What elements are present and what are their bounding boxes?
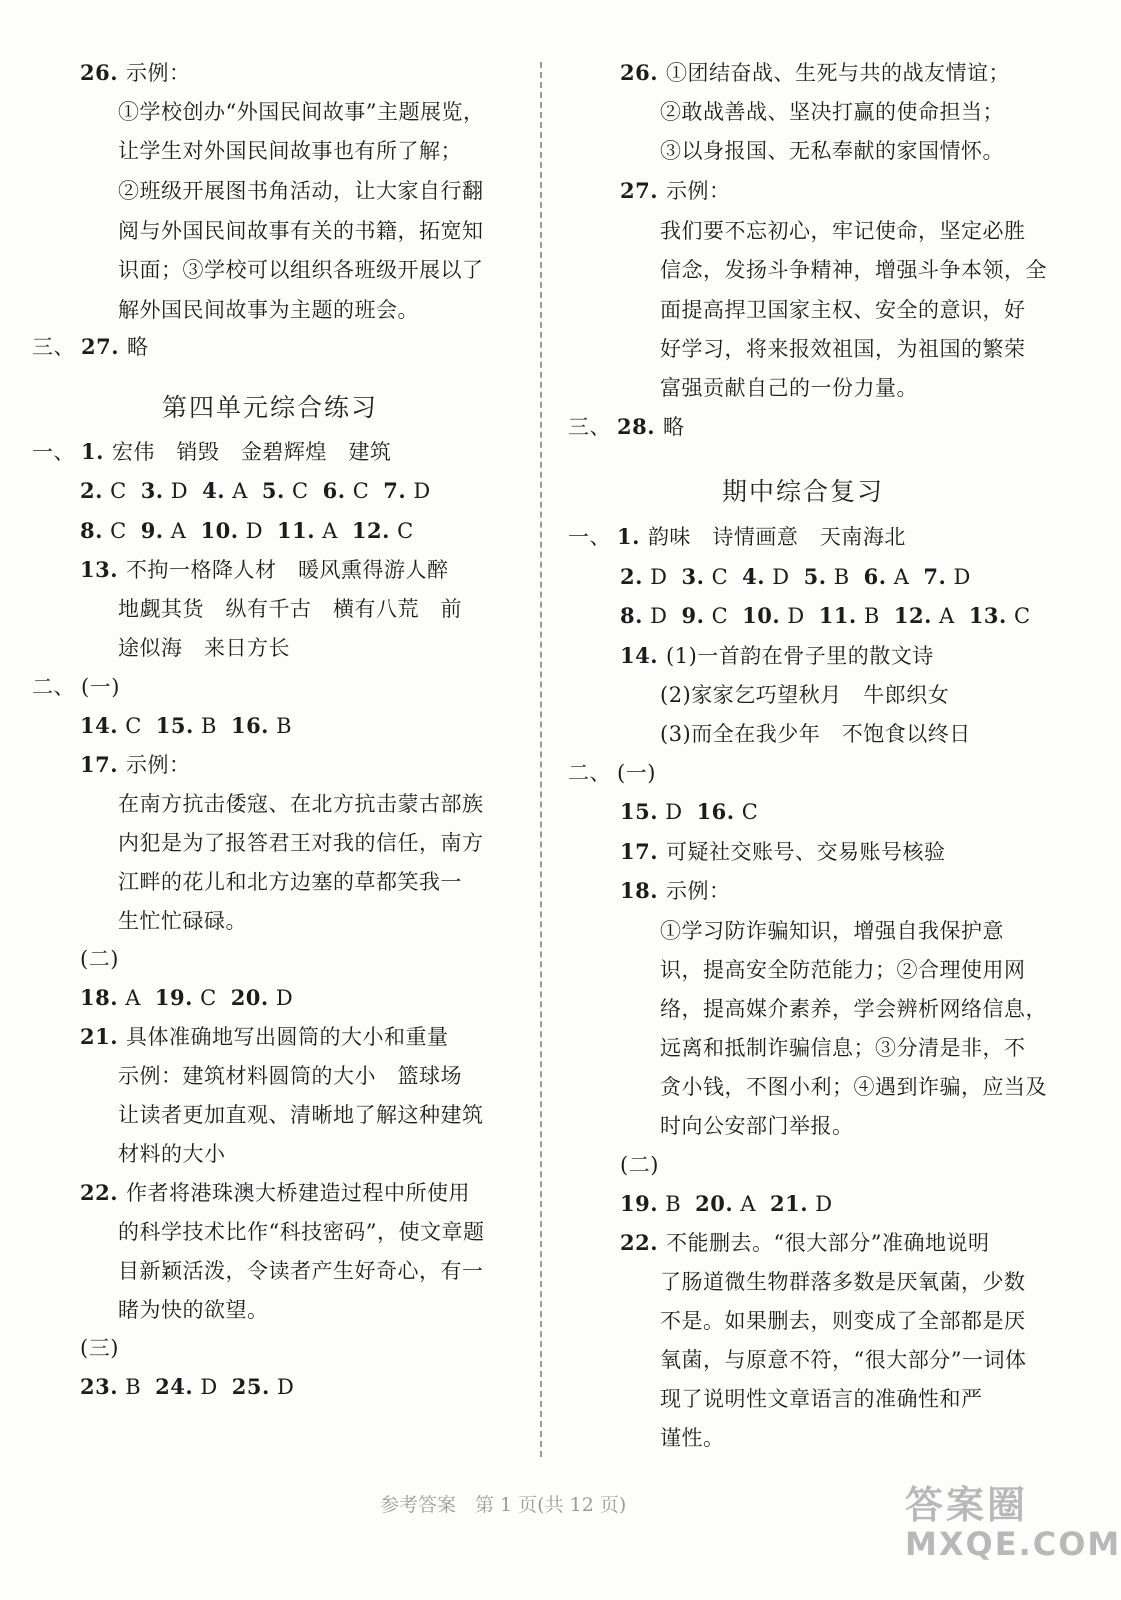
choice-answer: 21. D	[770, 1191, 833, 1216]
answer-text: 韵味 诗情画意 天南海北	[647, 525, 906, 549]
page-footer: 参考答案 第 1 页(共 12 页)	[380, 1494, 627, 1516]
answer-text: 不是。如果删去，则变成了全部都是厌	[660, 1309, 1026, 1333]
choice-answer: 7. D	[923, 564, 971, 589]
choice-answer: 11. A	[277, 518, 338, 543]
question-number: 13.	[80, 557, 119, 582]
answer-line	[660, 373, 918, 403]
question-number: 26.	[80, 60, 119, 85]
choice-answer: 2. D	[620, 564, 668, 589]
section-marker: 一、	[32, 440, 75, 464]
choice-answer: 19. C	[154, 985, 217, 1010]
unit4-heading: 第四单元综合练习	[162, 393, 379, 422]
answer-text: 贪小钱，不图小利；④遇到诈骗，应当及	[660, 1075, 1047, 1099]
answer-text: 让学生对外国民间故事也有所了解；	[118, 139, 462, 163]
answer-line	[660, 1033, 1026, 1063]
question-number: 17.	[80, 752, 119, 777]
choice-answer: 6. A	[863, 564, 910, 589]
answer-line	[660, 994, 1047, 1024]
answer-line	[660, 1306, 1026, 1336]
answer-line	[118, 633, 290, 663]
answer-text: 我们要不忘初心，牢记使命，坚定必胜	[660, 219, 1026, 243]
choice-answer: 6. C	[322, 478, 370, 503]
answer-line	[118, 255, 484, 285]
answer-line	[80, 711, 292, 741]
answer-line	[32, 332, 149, 362]
answer-line	[118, 295, 419, 325]
answer-text: 在南方抗击倭寇、在北方抗击蒙古部族	[118, 792, 484, 816]
answer-text: 示例：	[666, 179, 731, 203]
choice-answer: 11. B	[818, 603, 880, 628]
answer-line	[80, 1022, 449, 1052]
answer-text: 不拘一格降人材 暖风熏得游人醉	[126, 558, 449, 582]
answer-text: 作者将港珠澳大桥建造过程中所使用	[126, 1181, 471, 1205]
answer-text: ③以身报国、无私奉献的家国情怀。	[660, 139, 1004, 163]
choice-answer: 18. A	[80, 985, 141, 1010]
choice-answer: 8. C	[80, 518, 127, 543]
answer-line	[32, 672, 120, 702]
answer-line	[568, 758, 656, 788]
column-divider	[540, 62, 542, 1457]
choice-answer: 10. D	[200, 518, 264, 543]
answer-line	[118, 216, 484, 246]
choice-answer: 20. D	[230, 985, 294, 1010]
question-number: 22.	[620, 1230, 659, 1255]
answer-line	[32, 437, 391, 467]
answer-line	[80, 516, 414, 546]
answer-text: 让读者更加直观、清晰地了解这种建筑	[118, 1103, 484, 1127]
section-marker: 二、	[32, 675, 75, 699]
answer-text: 地觑其货 纵有千古 横有八荒 前	[118, 597, 462, 621]
answer-line	[660, 1072, 1047, 1102]
answer-line	[660, 1384, 983, 1414]
answer-text: ②班级开展图书角活动，让大家自行翻	[118, 179, 484, 203]
answer-line	[118, 1061, 462, 1091]
answer-text: 阅与外国民间故事有关的书籍，拓宽知	[118, 219, 484, 243]
answer-line	[80, 1178, 470, 1208]
answer-text: 谨性。	[660, 1426, 725, 1450]
answer-text: (2)家家乞巧望秋月 牛郎织女	[660, 683, 950, 707]
answer-text: 目新颖活泼，令读者产生好奇心，有一	[118, 1259, 484, 1283]
choice-answer: 20. A	[695, 1191, 757, 1216]
answer-line	[80, 476, 431, 506]
answer-line	[118, 828, 484, 858]
answer-line	[118, 1139, 226, 1169]
choice-answer: 9. C	[681, 603, 729, 628]
answer-text: 现了说明性文章语言的准确性和严	[660, 1387, 983, 1411]
choice-answer: 10. D	[742, 603, 805, 628]
answer-text: ②敢战善战、坚决打赢的使命担当；	[660, 100, 1004, 124]
answer-text: (二)	[620, 1153, 659, 1177]
answer-text: 内犯是为了报答君王对我的信任，南方	[118, 831, 484, 855]
answer-text: 示例：	[126, 61, 191, 85]
answer-line	[660, 1423, 725, 1453]
answer-text: ①学习防诈骗知识，增强自我保护意	[660, 919, 1004, 943]
answer-text: 示例：	[126, 753, 191, 777]
answer-text: 略	[663, 415, 685, 439]
answer-line	[620, 797, 758, 827]
answer-line	[118, 1295, 269, 1325]
answer-text: 的科学技术比作“科技密码”，使文章题	[118, 1220, 485, 1244]
answer-line	[118, 176, 484, 206]
choice-answer: 5. B	[803, 564, 850, 589]
answer-text: 信念，发扬斗争精神，增强斗争本领，全	[660, 258, 1047, 282]
choice-answer: 15. B	[155, 713, 217, 738]
answer-line	[118, 906, 247, 936]
answer-text: 富强贡献自己的一份力量。	[660, 376, 918, 400]
question-number: 1.	[617, 524, 640, 549]
answer-line	[660, 136, 1004, 166]
question-number: 28.	[617, 414, 656, 439]
answer-line	[118, 1217, 484, 1247]
answer-text: 略	[127, 335, 149, 359]
answer-line	[80, 750, 191, 780]
answer-text: 宏伟 销毁 金碧辉煌 建筑	[111, 440, 392, 464]
answer-line	[660, 955, 1026, 985]
answer-text: 途似海 来日方长	[118, 636, 290, 660]
choice-answer: 3. C	[681, 564, 729, 589]
midterm-heading: 期中综合复习	[722, 477, 885, 506]
choice-answer: 8. D	[620, 603, 668, 628]
answer-line	[660, 680, 949, 710]
choice-answer: 4. D	[742, 564, 790, 589]
choice-answer: 4. A	[202, 478, 248, 503]
answer-text: 具体准确地写出圆筒的大小和重量	[126, 1025, 449, 1049]
answer-line	[660, 255, 1047, 285]
answer-text: 识，提高安全防范能力；②合理使用网	[660, 958, 1026, 982]
answer-line	[660, 216, 1026, 246]
answer-text: (1)一首韵在骨子里的散文诗	[666, 644, 934, 668]
answer-text: 示例：建筑材料圆筒的大小 篮球场	[118, 1064, 462, 1088]
answer-line	[660, 1267, 1026, 1297]
answer-text: 生忙忙碌碌。	[118, 909, 247, 933]
answer-line	[568, 412, 685, 442]
answer-line	[118, 867, 462, 897]
choice-answer: 3. D	[140, 478, 189, 503]
section-marker: 三、	[32, 335, 75, 359]
choice-answer: 14. C	[80, 713, 142, 738]
answer-line	[80, 1372, 294, 1402]
answer-text: 材料的大小	[118, 1142, 226, 1166]
choice-answer: 25. D	[231, 1374, 295, 1399]
section-marker: 三、	[568, 415, 611, 439]
answer-line	[660, 1345, 1026, 1375]
question-number: 17.	[620, 839, 659, 864]
answer-text: 示例：	[666, 879, 731, 903]
answer-text: (三)	[80, 1336, 119, 1360]
answer-text: (3)而全在我少年 不饱食以终日	[660, 722, 971, 746]
question-number: 22.	[80, 1180, 119, 1205]
question-number: 21.	[80, 1024, 119, 1049]
answer-text: 解外国民间故事为主题的班会。	[118, 298, 419, 322]
answer-line	[660, 1111, 854, 1141]
question-number: 1.	[81, 439, 104, 464]
answer-text: (一)	[617, 761, 656, 785]
answer-line	[118, 594, 462, 624]
answer-text: 氧菌，与原意不符，“很大部分”一词体	[660, 1348, 1027, 1372]
answer-text: ①团结奋战、生死与共的战友情谊；	[666, 61, 1011, 85]
section-marker: 二、	[568, 761, 611, 785]
answer-text: 远离和抵制诈骗信息；③分清是非，不	[660, 1036, 1026, 1060]
answer-line	[620, 876, 731, 906]
watermark-en: MXQE.COM	[905, 1525, 1121, 1563]
question-number: 27.	[620, 178, 659, 203]
answer-line	[118, 1100, 484, 1130]
answer-line	[80, 983, 293, 1013]
answer-text: 时向公安部门举报。	[660, 1114, 854, 1138]
answer-text: 不能删去。“很大部分”准确地说明	[666, 1231, 990, 1255]
answer-text: 络，提高媒介素养，学会辨析网络信息，	[660, 997, 1047, 1021]
answer-text: 江畔的花儿和北方边塞的草都笑我一	[118, 870, 462, 894]
answer-text: ①学校创办“外国民间故事”主题展览，	[118, 100, 485, 124]
question-number: 18.	[620, 878, 659, 903]
answer-line	[620, 176, 731, 206]
question-number: 27.	[81, 334, 120, 359]
choice-answer: 19. B	[620, 1191, 682, 1216]
answer-line	[660, 334, 1026, 364]
answer-text: 可疑社交账号、交易账号核验	[666, 840, 946, 864]
answer-line	[620, 58, 1010, 88]
choice-answer: 16. B	[230, 713, 293, 738]
answer-line	[80, 555, 449, 585]
choice-answer: 15. D	[620, 799, 683, 824]
choice-answer: 5. C	[261, 478, 309, 503]
answer-line	[80, 944, 119, 974]
answer-line	[620, 837, 946, 867]
answer-line	[80, 58, 191, 88]
answer-text: 了肠道微生物群落多数是厌氧菌，少数	[660, 1270, 1026, 1294]
answer-text: 好学习，将来报效祖国，为祖国的繁荣	[660, 337, 1026, 361]
answer-line	[660, 719, 971, 749]
answer-line	[568, 522, 906, 552]
answer-line	[660, 97, 1004, 127]
choice-answer: 24. D	[155, 1374, 218, 1399]
choice-answer: 13. C	[968, 603, 1031, 628]
answer-line	[80, 1333, 119, 1363]
watermark-logo	[905, 1474, 1121, 1563]
answer-line	[660, 295, 1026, 325]
answer-line	[620, 601, 1031, 631]
answer-text: 识面；③学校可以组织各班级开展以了	[118, 258, 484, 282]
answer-line	[620, 641, 934, 671]
watermark-cn: 答案圈	[905, 1483, 1029, 1527]
answer-line	[620, 1150, 659, 1180]
answer-text: (二)	[80, 947, 119, 971]
question-number: 14.	[620, 643, 659, 668]
answer-line	[118, 789, 484, 819]
choice-answer: 9. A	[140, 518, 187, 543]
question-number: 26.	[620, 60, 659, 85]
choice-answer: 2. C	[80, 478, 127, 503]
answer-text: (一)	[81, 675, 120, 699]
choice-answer: 12. A	[893, 603, 955, 628]
choice-answer: 23. B	[80, 1374, 142, 1399]
answer-line	[620, 562, 971, 592]
answer-line	[620, 1189, 833, 1219]
answer-line	[118, 1256, 484, 1286]
answer-text: 睹为快的欲望。	[118, 1298, 269, 1322]
answer-line	[118, 97, 484, 127]
answer-line	[118, 136, 462, 166]
choice-answer: 7. D	[383, 478, 431, 503]
choice-answer: 16. C	[696, 799, 759, 824]
answer-line	[660, 916, 1004, 946]
choice-answer: 12. C	[351, 518, 414, 543]
answer-text: 面提高捍卫国家主权、安全的意识，好	[660, 298, 1026, 322]
section-marker: 一、	[568, 525, 611, 549]
answer-line	[620, 1228, 990, 1258]
